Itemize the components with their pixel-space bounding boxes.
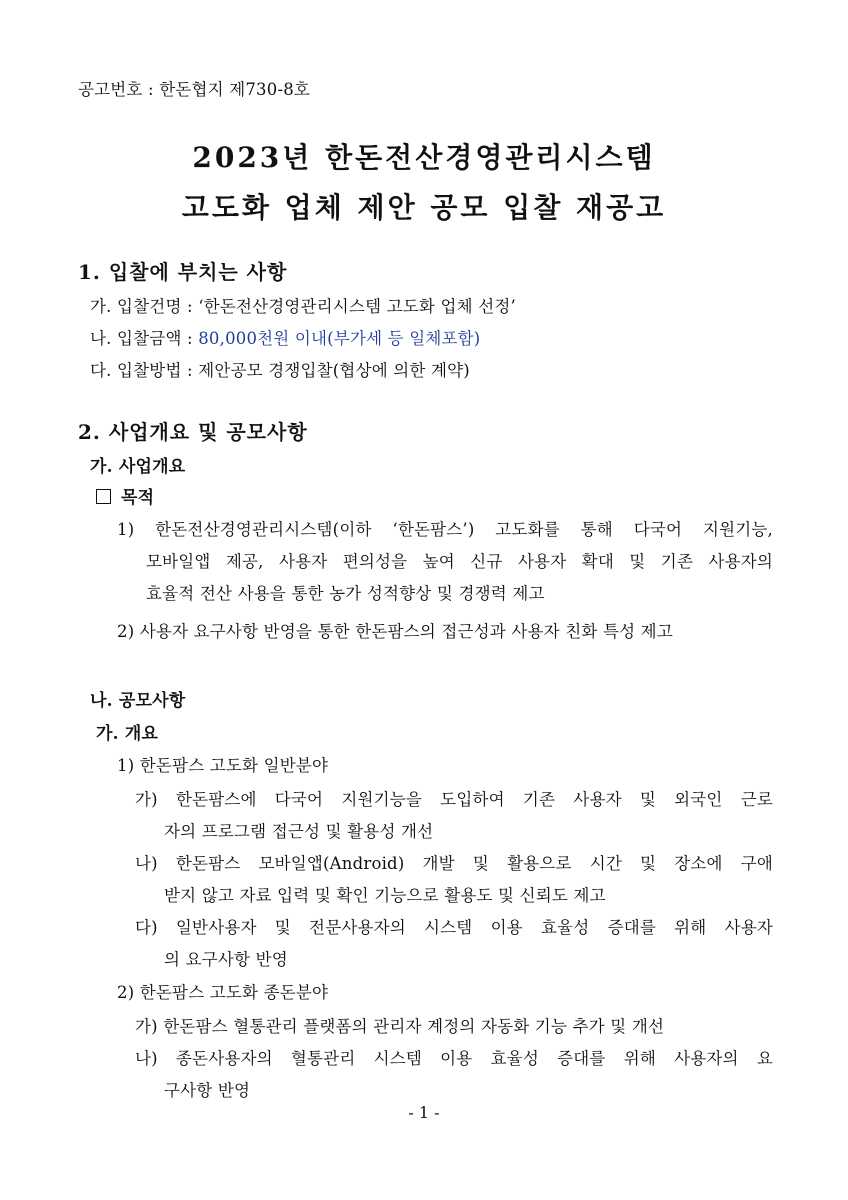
breeding-na-line2: 구사항 반영 <box>164 1081 251 1100</box>
title-line-2: 고도화 업체 제안 공모 입찰 재공고 <box>181 191 667 224</box>
general-ga-line2: 자의 프로그램 접근성 및 활용성 개선 <box>164 822 434 841</box>
item-value: 80,000천원 이내(부가세 등 일체포함) <box>198 329 481 348</box>
overview-heading: 가. 사업개요 <box>90 457 186 477</box>
breeding-heading: 2) 한돈팜스 고도화 종돈분야 <box>117 983 329 1002</box>
title-line-1: 2023년 한돈전산경영관리시스템 <box>192 141 656 174</box>
section1-item-name <box>90 296 516 318</box>
purpose-item1-line2: 모바일앱 제공, 사용자 편의성을 높여 신규 사용자 확대 및 기존 사용자의 <box>146 552 773 571</box>
page-number: - 1 - <box>408 1103 440 1122</box>
purpose-item2: 2) 사용자 요구사항 반영을 통한 한돈팜스의 접근성과 사용자 친화 특성 제고 <box>117 622 673 641</box>
section2-heading: 2. 사업개요 및 공모사항 <box>78 420 308 444</box>
section1-item-amount <box>90 328 480 350</box>
section1-heading: 1. 입찰에 부치는 사항 <box>78 260 288 284</box>
breeding-ga: 가) 한돈팜스 혈통관리 플랫폼의 관리자 계정의 자동화 기능 추가 및 개선 <box>135 1017 665 1036</box>
item-prefix: 나. 입찰금액 : <box>90 329 199 348</box>
proposal-heading: 나. 공모사항 <box>90 691 186 711</box>
general-heading: 1) 한돈팜스 고도화 일반분야 <box>117 756 329 775</box>
general-da-line2: 의 요구사항 반영 <box>164 950 288 969</box>
checkbox-square-icon <box>96 489 111 504</box>
purpose-item1-line3: 효율적 전산 사용을 통한 농가 성적향상 및 경쟁력 제고 <box>146 584 545 603</box>
item-value: 제안공모 경쟁입찰(협상에 의한 계약) <box>198 361 470 380</box>
item-prefix: 가. 입찰건명 : <box>90 297 199 316</box>
general-ga-line1: 가) 한돈팜스에 다국어 지원기능을 도입하여 기존 사용자 및 외국인 근로 <box>135 790 773 809</box>
purpose-item1-line1: 1) 한돈전산경영관리시스템(이하 ‘한돈팜스’) 고도화를 통해 다국어 지원기능, <box>117 520 773 539</box>
notice-number: 공고번호 : 한돈협지 제730-8호 <box>78 80 311 99</box>
general-da-line1: 다) 일반사용자 및 전문사용자의 시스템 이용 효율성 증대를 위해 사용자 <box>135 918 773 937</box>
purpose-heading-row <box>96 487 154 509</box>
section1-item-method <box>90 360 470 382</box>
general-na-line1: 나) 한돈팜스 모바일앱(Android) 개발 및 활용으로 시간 및 장소에 구애 <box>135 854 773 873</box>
item-prefix: 다. 입찰방법 : <box>90 361 199 380</box>
general-na-line2: 받지 않고 자료 입력 및 확인 기능으로 활용도 및 신뢰도 제고 <box>164 886 606 905</box>
breeding-na-line1: 나) 종돈사용자의 혈통관리 시스템 이용 효율성 증대를 위해 사용자의 요 <box>135 1049 773 1068</box>
outline-heading: 가. 개요 <box>96 724 159 744</box>
item-value: ‘한돈전산경영관리시스템 고도화 업체 선정’ <box>198 297 516 316</box>
purpose-heading: 목적 <box>121 488 155 508</box>
